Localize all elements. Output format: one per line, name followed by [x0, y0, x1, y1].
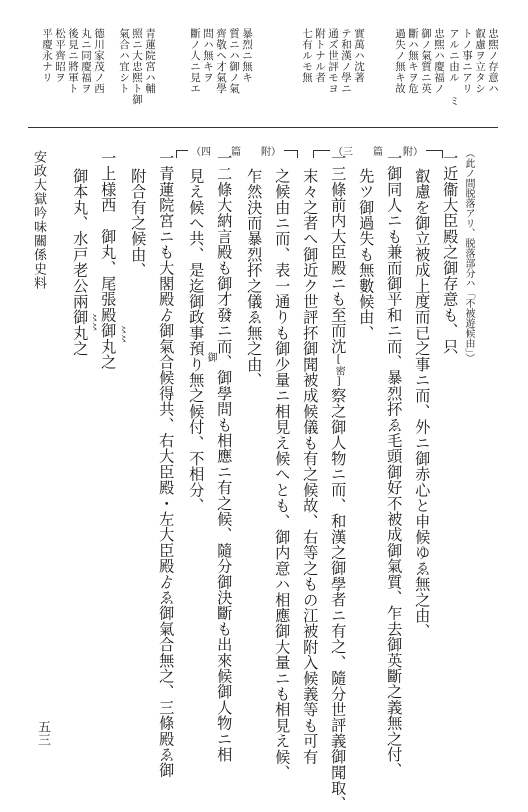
headnote-1: 忠煕ノ存意ハ 叡慮ヲ立タシ トノ事ニアリ アルニ由ル ミ	[448, 28, 499, 107]
body-line-10-interlinear: 御	[205, 352, 216, 362]
body-line-12: 附合有之候由、	[129, 168, 148, 278]
body-line-10: 見え候へ共、是迄御政事預り無之候付、不相分、	[187, 168, 206, 514]
body-line-13-marks: 〻〻	[117, 325, 127, 343]
headnote-5: 青蓮院宮ハ輔 照ニ大忠熙ト御 氣合ハ宜シト	[118, 28, 156, 105]
body-line-11: 一青蓮院宮ニも大閣殿ゟ御氣合候得共、右大臣殿・左大臣殿ゟゑ御氣合無之、三條殿ゑ御	[157, 150, 176, 778]
body-line-5-correction: [密]	[333, 354, 345, 388]
headnote-3: 實萬ハ沈著 テ和漢ノ學ニ 通ズ世評モヨ 附トナル者 七有ルモ無	[301, 28, 365, 94]
body-line-4: 先ツ御過失も無數候由、	[357, 168, 376, 341]
body-line-6: 末々之者へ御近ク世評抔御聞被成候儀も有之候故、右等之もの江被附入候義等も可有	[301, 168, 320, 765]
body-line-14	[71, 168, 90, 357]
body-line-1: 一近衞大臣殿之御存意も、只	[441, 150, 460, 355]
page-number: 五三	[35, 720, 50, 746]
side-note: （此ノ間脱落アリ、脱落部分ハ「不被遊候由」）	[463, 148, 474, 363]
book-title: 安政大獄吟味關係史料	[31, 150, 46, 290]
headnote-4: 暴烈ニ無キ 質ニハ御ノ氣 齊敬ヘ才氣學 問ハ無キヲ 斷ノ人ニ見エ	[189, 28, 253, 94]
body-line-9: 一二條大納言殿も御才發ニ而、御學問も相應ニ有之候、隨分御決斷も出來候御人物ニ相	[215, 150, 234, 763]
body-line-13	[99, 150, 118, 370]
header-rule	[28, 127, 498, 128]
body-line-13-text: 一上様西 御丸、尾張殿御丸之	[99, 150, 118, 370]
body-line-7: 之候由ニ而、表一通りも御少量ニ相見え候へとも、御内意ハ相應御大量ニも相見え候、	[273, 168, 292, 781]
body-line-2: 叡慮を御立被成上度而已之事ニ而、外ニ御赤心と申候ゆゑ無之由、	[413, 168, 432, 639]
body-line-5	[329, 150, 348, 812]
tag-label-3: （三 篇 附）	[330, 143, 426, 158]
body-line-8: 乍然決而暴烈抔之儀ゑ無之由、	[245, 168, 264, 388]
headnote-2: 忠煕ハ慶福ノ 御ノ氣質ニ英 斷ハ無キヲ危 過失ノ無キ故	[394, 28, 445, 94]
body-line-14-text: 御本丸、水戸老公兩御丸之	[71, 168, 90, 357]
body-line-3: 一御同人ニも兼而御平和ニ而、暴烈抔ゑ毛頭御好不被成御氣質、乍去御英斷之義無之付、	[385, 150, 404, 778]
body-line-5-b: 察之御人物ニ而、和漢之御學者ニ有之、隨分世評義御聞取、	[329, 387, 348, 812]
tag-label-4: （四 篇 附）	[188, 143, 284, 158]
body-line-14-marks: 〻〻	[88, 313, 98, 331]
headnote-6: 德川家茂ノ西 丸ニ同慶福ヲ 後見ニ將軍ト 松平齊昭ヲ 平慶永ナリ	[41, 28, 105, 94]
body-line-5-a: 一三條前内大臣殿ニも至而沈	[329, 150, 348, 355]
